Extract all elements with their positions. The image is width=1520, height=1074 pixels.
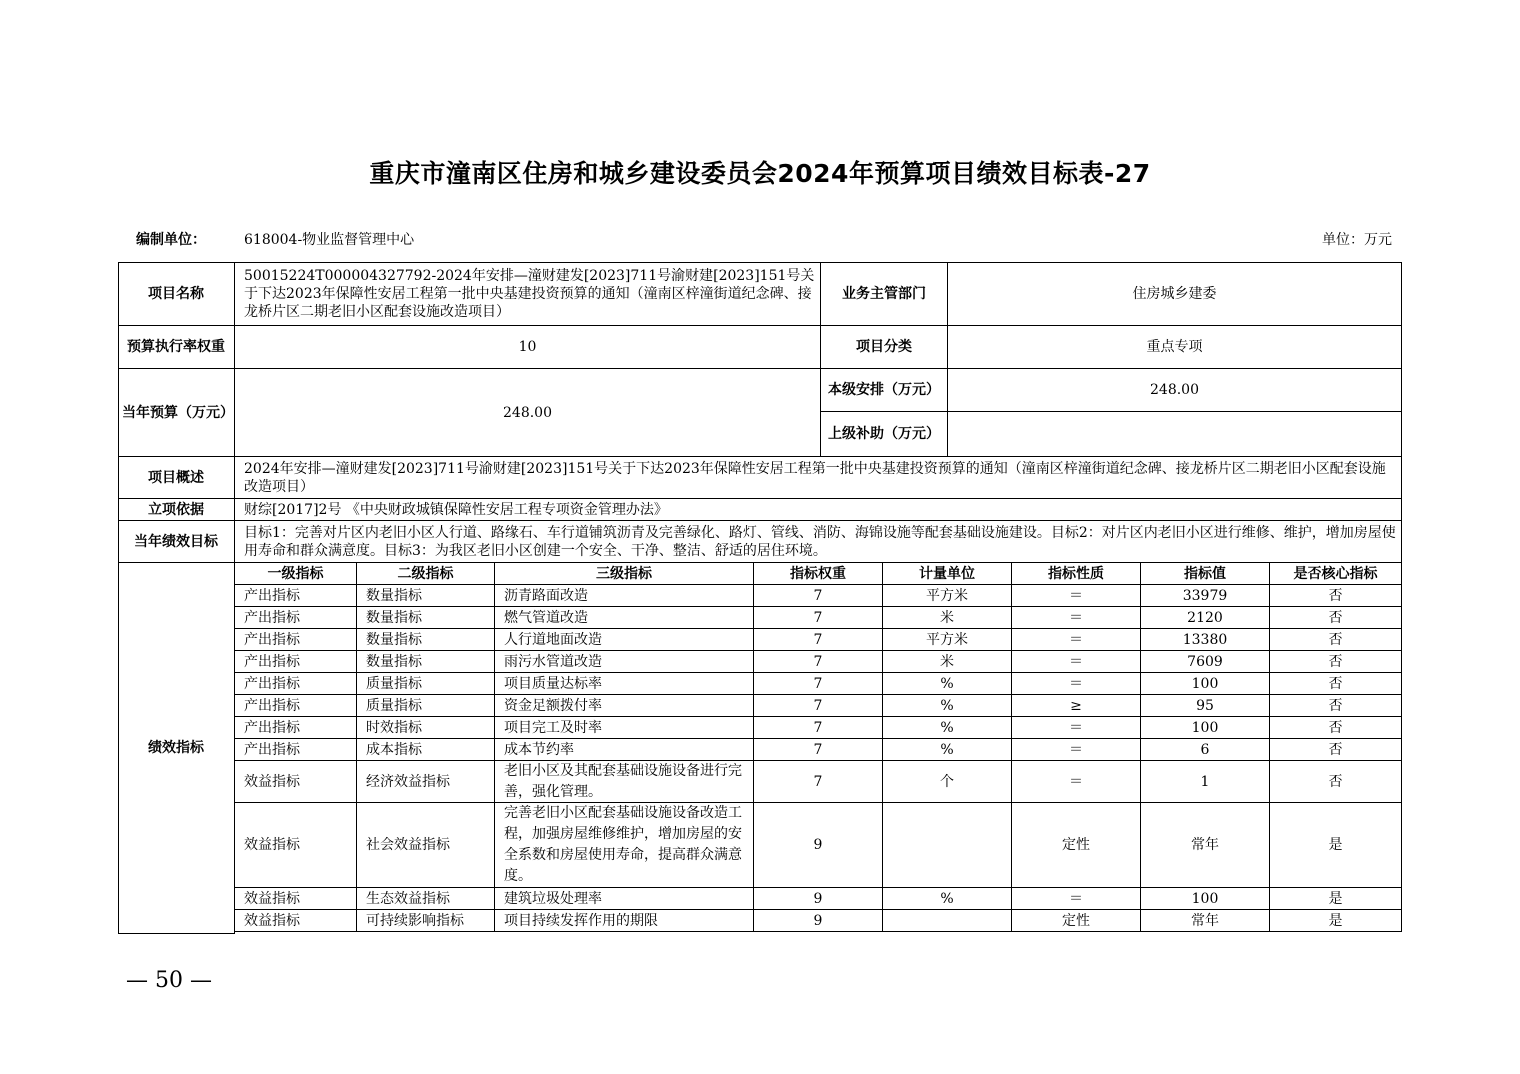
cell-unit: 米 — [883, 651, 1012, 673]
value-annual-budget: 248.00 — [235, 369, 821, 457]
cell-level2: 质量指标 — [357, 695, 495, 717]
cell-weight: 7 — [754, 695, 883, 717]
cell-core: 否 — [1270, 739, 1402, 761]
cell-weight: 7 — [754, 761, 883, 803]
label-category: 项目分类 — [821, 326, 948, 369]
cell-nature: ＝ — [1012, 673, 1141, 695]
cell-nature: ＝ — [1012, 888, 1141, 910]
value-local-arrangement: 248.00 — [948, 369, 1402, 412]
cell-level2: 数量指标 — [357, 585, 495, 607]
cell-unit: % — [883, 673, 1012, 695]
label-budget-exec-weight: 预算执行率权重 — [118, 326, 235, 369]
cell-nature: ＝ — [1012, 629, 1141, 651]
header-value: 指标值 — [1141, 563, 1270, 585]
header-level3: 三级指标 — [495, 563, 754, 585]
cell-level3: 老旧小区及其配套基础设施设备进行完善，强化管理。 — [495, 761, 754, 803]
value-overview: 2024年安排—潼财建发[2023]711号渝财建[2023]151号关于下达2023年保障性安居工程第一批中央基建投资预算的通知（潼南区梓潼街道纪念碑、接龙桥片区二期老旧小区配套设施改造项目） — [235, 457, 1402, 499]
label-annual-goal: 当年绩效目标 — [118, 521, 235, 563]
cell-core: 否 — [1270, 695, 1402, 717]
cell-level1: 产出指标 — [235, 585, 357, 607]
cell-level2: 生态效益指标 — [357, 888, 495, 910]
page-title: 重庆市潼南区住房和城乡建设委员会2024年预算项目绩效目标表-27 — [369, 159, 1151, 188]
label-department: 业务主管部门 — [821, 262, 948, 326]
cell-weight: 7 — [754, 585, 883, 607]
cell-level1: 产出指标 — [235, 673, 357, 695]
cell-weight: 9 — [754, 888, 883, 910]
label-annual-budget: 当年预算（万元） — [118, 369, 235, 457]
cell-level2: 质量指标 — [357, 673, 495, 695]
cell-level3: 人行道地面改造 — [495, 629, 754, 651]
cell-level2: 数量指标 — [357, 629, 495, 651]
cell-nature: ＝ — [1012, 761, 1141, 803]
cell-weight: 7 — [754, 717, 883, 739]
cell-level3: 建筑垃圾处理率 — [495, 888, 754, 910]
cell-nature: ＝ — [1012, 717, 1141, 739]
cell-level3: 沥青路面改造 — [495, 585, 754, 607]
cell-weight: 7 — [754, 739, 883, 761]
cell-level3: 项目质量达标率 — [495, 673, 754, 695]
cell-level1: 产出指标 — [235, 695, 357, 717]
cell-core: 否 — [1270, 585, 1402, 607]
cell-unit: % — [883, 717, 1012, 739]
cell-core: 否 — [1270, 629, 1402, 651]
cell-unit — [883, 803, 1012, 888]
label-superior-subsidy: 上级补助（万元） — [821, 412, 948, 457]
cell-level1: 效益指标 — [235, 888, 357, 910]
cell-unit: 平方米 — [883, 585, 1012, 607]
cell-level2: 数量指标 — [357, 607, 495, 629]
page-number: — 50 — — [126, 968, 212, 993]
cell-core: 否 — [1270, 673, 1402, 695]
cell-core: 否 — [1270, 717, 1402, 739]
value-basis: 财综[2017]2号 《中央财政城镇保障性安居工程专项资金管理办法》 — [235, 499, 1402, 521]
cell-level3: 燃气管道改造 — [495, 607, 754, 629]
value-annual-goal: 目标1：完善对片区内老旧小区人行道、路缘石、车行道铺筑沥青及完善绿化、路灯、管线、消防、海锦设施等配套基础设施建设。目标2：对片区内老旧小区进行维修、维护，增加房屋使用寿命和群众满意度。目标3：为我区老旧小区创建一个安全、干净、整洁、舒适的居住环境。 — [235, 521, 1402, 563]
cell-nature: ＝ — [1012, 651, 1141, 673]
cell-nature: ＝ — [1012, 739, 1141, 761]
cell-level1: 产出指标 — [235, 739, 357, 761]
cell-value: 1 — [1141, 761, 1270, 803]
cell-level2: 可持续影响指标 — [357, 910, 495, 932]
cell-weight: 9 — [754, 803, 883, 888]
cell-value: 2120 — [1141, 607, 1270, 629]
header-weight: 指标权重 — [754, 563, 883, 585]
compiling-unit-value: 618004-物业监督管理中心 — [244, 232, 415, 248]
cell-nature: ＝ — [1012, 585, 1141, 607]
cell-level1: 产出指标 — [235, 607, 357, 629]
header-nature: 指标性质 — [1012, 563, 1141, 585]
cell-weight: 7 — [754, 651, 883, 673]
cell-level2: 成本指标 — [357, 739, 495, 761]
label-local-arrangement: 本级安排（万元） — [821, 369, 948, 412]
cell-level1: 效益指标 — [235, 761, 357, 803]
cell-unit: 平方米 — [883, 629, 1012, 651]
cell-unit — [883, 910, 1012, 932]
cell-level2: 社会效益指标 — [357, 803, 495, 888]
cell-level1: 效益指标 — [235, 803, 357, 888]
cell-level3: 完善老旧小区配套基础设施设备改造工程，加强房屋维修维护，增加房屋的安全系数和房屋使用寿命，提高群众满意度。 — [495, 803, 754, 888]
cell-weight: 7 — [754, 607, 883, 629]
header-core: 是否核心指标 — [1270, 563, 1402, 585]
header-unit: 计量单位 — [883, 563, 1012, 585]
cell-level3: 雨污水管道改造 — [495, 651, 754, 673]
cell-weight: 7 — [754, 629, 883, 651]
cell-unit: % — [883, 739, 1012, 761]
cell-level3: 成本节约率 — [495, 739, 754, 761]
cell-nature: 定性 — [1012, 803, 1141, 888]
header-level2: 二级指标 — [357, 563, 495, 585]
cell-level3: 项目持续发挥作用的期限 — [495, 910, 754, 932]
value-budget-exec-weight: 10 — [235, 326, 821, 369]
cell-value: 33979 — [1141, 585, 1270, 607]
cell-weight: 7 — [754, 673, 883, 695]
cell-value: 7609 — [1141, 651, 1270, 673]
currency-unit: 单位：万元 — [1322, 232, 1392, 248]
cell-value: 100 — [1141, 717, 1270, 739]
cell-value: 13380 — [1141, 629, 1270, 651]
value-department: 住房城乡建委 — [948, 262, 1402, 326]
cell-core: 是 — [1270, 888, 1402, 910]
cell-value: 常年 — [1141, 803, 1270, 888]
value-superior-subsidy — [948, 412, 1402, 457]
cell-level3: 项目完工及时率 — [495, 717, 754, 739]
cell-weight: 9 — [754, 910, 883, 932]
value-category: 重点专项 — [948, 326, 1402, 369]
label-project-name: 项目名称 — [118, 262, 235, 326]
cell-unit: 个 — [883, 761, 1012, 803]
cell-value: 常年 — [1141, 910, 1270, 932]
cell-core: 否 — [1270, 607, 1402, 629]
cell-level1: 产出指标 — [235, 717, 357, 739]
cell-unit: % — [883, 888, 1012, 910]
cell-level2: 数量指标 — [357, 651, 495, 673]
label-overview: 项目概述 — [118, 457, 235, 499]
cell-core: 否 — [1270, 651, 1402, 673]
cell-level1: 产出指标 — [235, 651, 357, 673]
cell-core: 否 — [1270, 761, 1402, 803]
cell-value: 95 — [1141, 695, 1270, 717]
value-project-name: 50015224T000004327792-2024年安排—潼财建发[2023]711号渝财建[2023]151号关于下达2023年保障性安居工程第一批中央基建投资预算的通知（潼南区梓潼街道纪念碑、接龙桥片区二期老旧小区配套设施改造项目） — [235, 262, 821, 326]
cell-unit: % — [883, 695, 1012, 717]
cell-value: 100 — [1141, 673, 1270, 695]
cell-nature: ≥ — [1012, 695, 1141, 717]
cell-level1: 产出指标 — [235, 629, 357, 651]
label-basis: 立项依据 — [118, 499, 235, 521]
cell-unit: 米 — [883, 607, 1012, 629]
performance-target-table — [118, 262, 1402, 934]
cell-level2: 经济效益指标 — [357, 761, 495, 803]
compiling-unit-label: 编制单位： — [136, 232, 206, 248]
cell-core: 是 — [1270, 910, 1402, 932]
cell-value: 6 — [1141, 739, 1270, 761]
cell-nature: ＝ — [1012, 607, 1141, 629]
cell-level3: 资金足额拨付率 — [495, 695, 754, 717]
cell-core: 是 — [1270, 803, 1402, 888]
header-level1: 一级指标 — [235, 563, 357, 585]
cell-value: 100 — [1141, 888, 1270, 910]
cell-level1: 效益指标 — [235, 910, 357, 932]
cell-level2: 时效指标 — [357, 717, 495, 739]
cell-nature: 定性 — [1012, 910, 1141, 932]
label-indicators: 绩效指标 — [118, 563, 235, 934]
